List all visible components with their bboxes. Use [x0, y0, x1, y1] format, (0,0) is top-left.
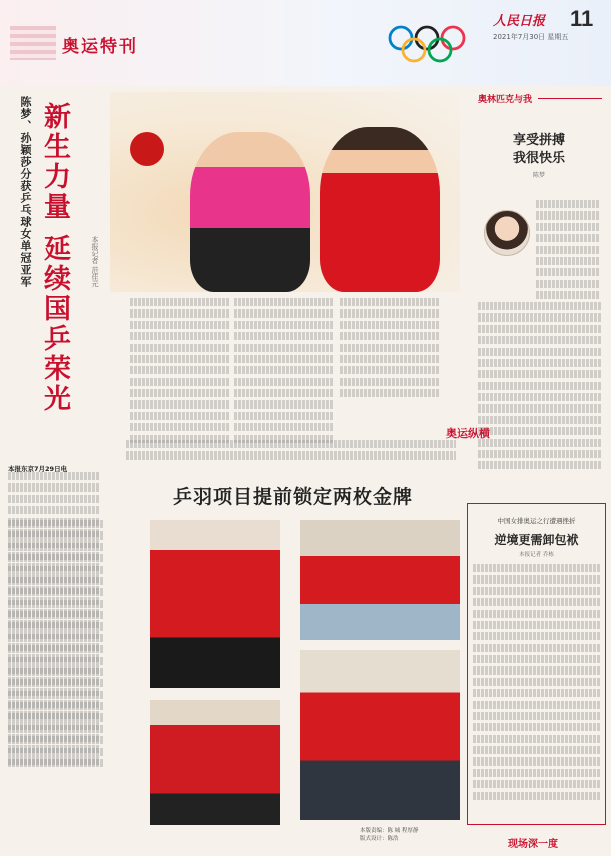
- lead-body-mid: [130, 298, 230, 446]
- lead-byline: 本报记者 范佳元: [91, 236, 99, 288]
- sidebar-title: [478, 132, 600, 168]
- lead-subtitle: 陈梦、孙颖莎分获乒乓球女单冠亚军: [19, 96, 32, 288]
- middle-headline: 乒羽项目提前锁定两枚金牌: [172, 486, 413, 508]
- hero-photo: [110, 92, 460, 292]
- author-avatar: [484, 210, 530, 256]
- box-byline: 本报记者 乔栋: [519, 552, 554, 558]
- credits-line2: 版式设计：陈浩: [360, 836, 399, 842]
- sidebar-body-right: [536, 200, 600, 302]
- issue-date: 2021年7月30日 星期五: [493, 33, 569, 41]
- lead-body-mid2: [234, 298, 334, 446]
- sidebar-title-line1: 享受拼搏: [512, 133, 565, 148]
- sidebar-rule: [538, 98, 602, 99]
- masthead: [0, 0, 611, 86]
- sidebar-author: 陈梦: [532, 172, 545, 179]
- lead-dateline: 本报东京7月29日电: [8, 465, 68, 473]
- photo-player-serve: [150, 520, 280, 688]
- section-title: 奥运特刊: [62, 37, 138, 57]
- photo-badminton: [300, 650, 460, 820]
- photo-player-celebrate: [150, 700, 280, 825]
- lead-body-mid3: [340, 298, 440, 400]
- player-photo-right: [320, 127, 440, 292]
- box-body: [473, 564, 601, 803]
- flag-decoration: [10, 26, 56, 60]
- box-headline: 逆境更需卸包袱: [494, 533, 579, 547]
- box-kicker: 中国女排奥运之行遭遇挫折: [497, 517, 576, 525]
- olympic-rings-icon: [385, 24, 485, 68]
- page-number: 11: [570, 6, 594, 31]
- sidebar-column-name: 奥林匹克与我: [478, 95, 533, 105]
- credits-line1: 本版责编：陈 城 程厚静: [360, 828, 419, 834]
- sidebar-title-line2: 我很快乐: [512, 151, 565, 166]
- bottom-column-name: 现场深一度: [508, 839, 558, 850]
- sidebar-body: [478, 302, 602, 473]
- paper-logo: 人民日报: [493, 14, 546, 29]
- page-credits: [360, 827, 419, 843]
- player-photo-left: [190, 132, 310, 292]
- paddle-icon: [130, 132, 164, 166]
- lead-headline: 新生力量 延续国乒荣光: [39, 102, 70, 415]
- commentary-column-name: 奥运纵横: [446, 427, 490, 440]
- commentary-body: [126, 440, 456, 463]
- photo-doubles: [300, 520, 460, 640]
- middle-body: [8, 520, 104, 770]
